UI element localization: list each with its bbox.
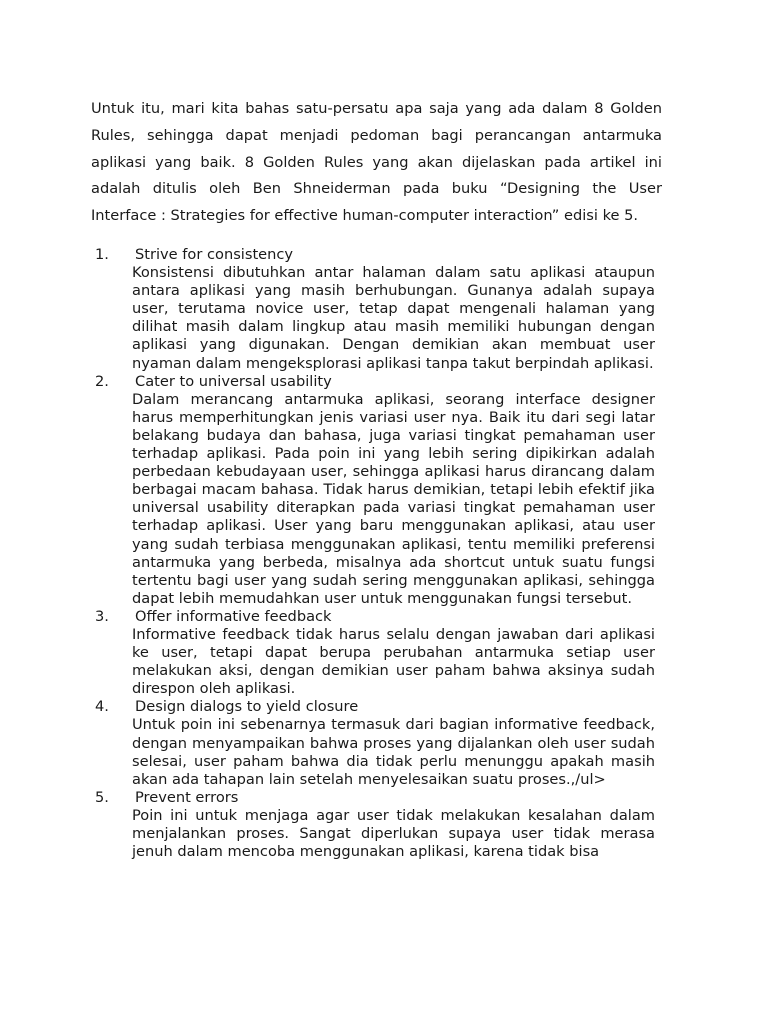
list-item-title: Design dialogs to yield closure [135,698,359,716]
list-item [95,698,655,788]
list-item-number: 5. [95,788,109,806]
list-item-number: 1. [95,246,109,263]
list-item [95,246,655,373]
list-item-body: Informative feedback tidak harus selalu dengan jawaban dari aplikasi ke user, tetapi dapat berupa perubahan antarmuka setiap user melakukan aksi, dengan demikian user paham bahwa aksinya sudah direspon oleh aplikasi. [132,625,655,698]
list-item [95,373,655,608]
list-item-number: 4. [95,698,109,716]
golden-rules-list [95,246,655,861]
list-item-body: Konsistensi dibutuhkan antar halaman dalam satu aplikasi ataupun antara aplikasi yang masih berhubungan. Gunanya adalah supaya user, terutama novice user, tetap dapat mengenali halaman yang dilihat masih dalam lingkup atau masih memiliki hubungan dengan aplikasi yang digunakan. Dengan demikian akan membuat user nyaman dalam mengeksplorasi aplikasi tanpa takut berpindah aplikasi. [132,264,655,372]
list-item-body: Dalam merancang antarmuka aplikasi, seorang interface designer harus memperhitungkan jenis variasi user nya. Baik itu dari segi latar belakang budaya dan bahasa, juga variasi tingkat pemahaman user terhadap aplikasi. Pada poin ini yang lebih sering dipikirkan adalah perbedaan kebudayaan user, sehingga aplikasi harus dirancang dalam berbagai macam bahasa. Tidak harus demikian, tetapi lebih efektif jika universal usability diterapkan pada variasi tingkat pemahaman user terhadap aplikasi. User yang baru menggunakan aplikasi, atau user yang sudah terbiasa menggunakan aplikasi, tentu memiliki preferensi antarmuka yang berbeda, misalnya ada shortcut untuk suatu fungsi tertentu bagi user yang sudah sering menggunakan aplikasi, sehingga dapat lebih memudahkan user untuk menggunakan fungsi tersebut. [132,390,655,607]
intro-paragraph: Untuk itu, mari kita bahas satu-persatu apa saja yang ada dalam 8 Golden Rules, sehingga dapat menjadi pedoman bagi perancangan antarmuka aplikasi yang baik. 8 Golden Rules yang akan dijelaskan pada artikel ini adalah ditulis oleh Ben Shneiderman pada buku “Designing the User Interface : Strategies for effective human-computer interaction” edisi ke 5. [91,100,662,225]
list-item-title: Cater to universal usability [135,372,332,390]
list-item-number: 3. [95,607,109,625]
list-item-title: Strive for consistency [135,246,294,263]
list-item [95,789,655,861]
list-item-number: 2. [95,372,109,390]
list-item [95,608,655,698]
list-item-title: Offer informative feedback [135,607,332,625]
list-item-body: Poin ini untuk menjaga agar user tidak melakukan kesalahan dalam menjalankan proses. Sangat diperlukan supaya user tidak merasa jenuh dalam mencoba menggunakan aplikasi, karena tidak bisa [132,806,655,861]
list-item-title: Prevent errors [135,788,239,806]
list-item-body: Untuk poin ini sebenarnya termasuk dari bagian informative feedback, dengan menyampaikan bahwa proses yang dijalankan oleh user sudah selesai, user paham bahwa dia tidak perlu menunggu apakah masih akan ada tahapan lain setelah menyelesaikan suatu proses.,/ul> [132,716,655,788]
